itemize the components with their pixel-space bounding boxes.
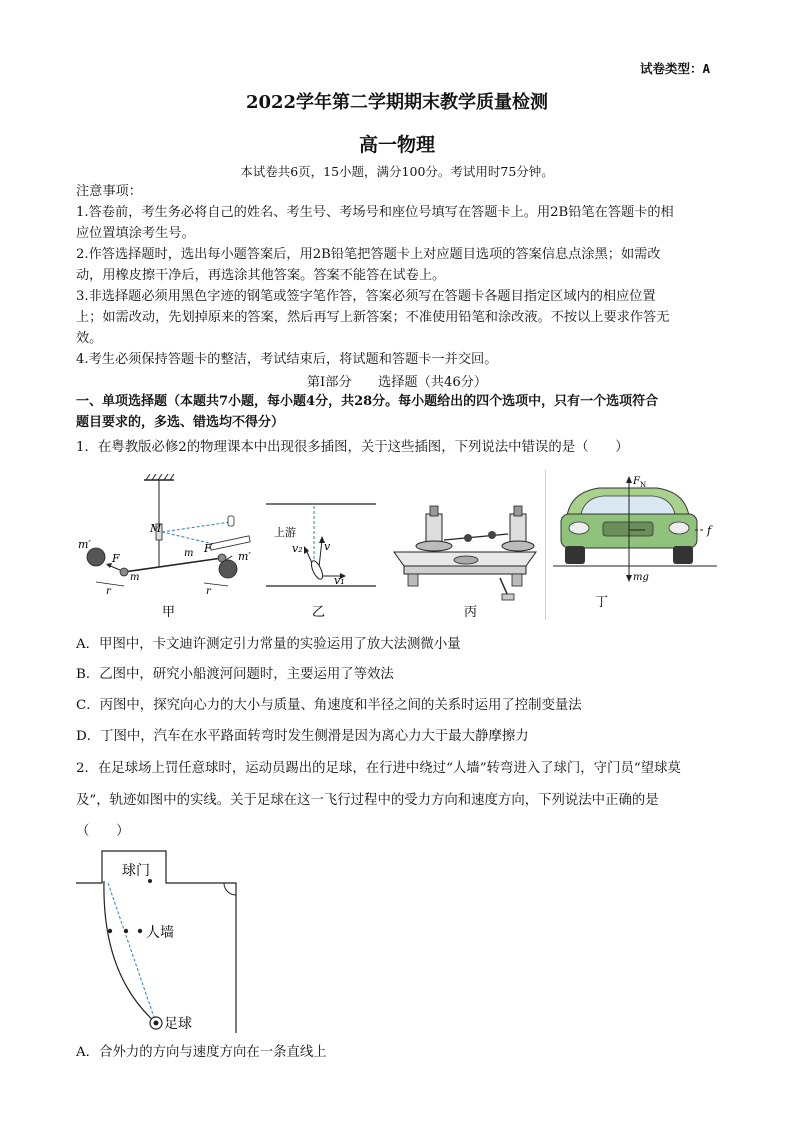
notice-line: 应位置填涂考生号。 (76, 226, 195, 241)
fig-yi-label-upstream: 上游 (274, 526, 296, 539)
fig-jia-label-M: M (150, 522, 162, 535)
fig-jia-label-F-right: F (204, 542, 212, 555)
fig-jia-label-r-left: r (106, 586, 111, 597)
q1-option-a: A．甲图中，卡文迪许测定引力常量的实验运用了放大法测微小量 (76, 637, 461, 652)
figure-label-bing: 丙 (464, 605, 478, 620)
fig-ding-label-FN: F (633, 476, 640, 487)
fig-yi-label-v2: v₂ (292, 542, 303, 555)
figure-yi-boat-crossing (262, 500, 380, 622)
figure-label-ding: 丁 (595, 595, 609, 610)
figure-jia-torsion-balance (76, 470, 260, 622)
q2-option-a: A．合外力的方向与速度方向在一条直线上 (76, 1045, 327, 1060)
q2-stem-line: （ ） (76, 824, 130, 839)
q1-option-c: C．丙图中，探究向心力的大小与质量、角速度和半径之间的关系时运用了控制变量法 (76, 698, 582, 713)
fig-label-wall: 人墙 (146, 925, 174, 941)
q2-stem-line: 2．在足球场上罚任意球时，运动员踢出的足球，在行进中绕过“人墙”转弯进入了球门，守门员“望球莫 (76, 761, 681, 776)
fig-jia-label-r-right: r (206, 586, 211, 597)
fig-yi-label-v: v (324, 540, 331, 553)
notice-line: 4.考生必须保持答题卡的整洁，考试结束后，将试题和答题卡一并交回。 (76, 352, 498, 367)
q1-option-b: B．乙图中，研究小船渡河问题时，主要运用了等效法 (76, 667, 394, 682)
section1-heading: 一、单项选择题（本题共7小题，每小题4分，共28分。每小题给出的四个选项中，只有一个选项符合 (76, 394, 659, 409)
fig-ding-label-FN-sub: N (640, 481, 647, 489)
notice-line: 动，用橡皮擦干净后，再选涂其他答案。答案不能答在试卷上。 (76, 268, 446, 283)
fig-yi-label-v1: v₁ (334, 574, 345, 587)
exam-intro: 本试卷共6页，15小题，满分100分。考试用时75分钟。 (240, 164, 554, 179)
figure-label-jia: 甲 (162, 605, 176, 620)
figure-label-yi: 乙 (312, 605, 326, 620)
fig-jia-label-m-prime-right: m′ (238, 550, 251, 563)
fig-jia-label-m-right: m (184, 548, 194, 559)
notice-line: 2.作答选择题时，选出每小题答案后，用2B铅笔把答题卡上对应题目选项的答案信息点涂黑；如需改 (76, 247, 661, 262)
fig-jia-label-m-prime-left: m′ (78, 538, 91, 551)
fig-ding-label-mg: mg (633, 572, 649, 583)
section1-heading-cont: 题目要求的，多选、错选均不得分） (76, 415, 285, 430)
figure-ding-car-turning (545, 470, 721, 620)
exam-title: 2022学年第二学期期末教学质量检测 (245, 92, 549, 113)
fig-ding-label-f: f (707, 524, 712, 537)
notice-heading: 注意事项： (76, 184, 142, 199)
fig-jia-label-m-left: m (130, 572, 140, 583)
notice-line: 3.非选择题必须用黑色字迹的钢笔或签字笔作答，答案必须写在答题卡各题目指定区域内的相应位置 (76, 289, 656, 304)
figure-free-kick (76, 845, 246, 1035)
subject-title: 高一物理 (358, 134, 435, 156)
notice-line: 上；如需改动，先划掉原来的答案，然后再写上新答案；不准使用铅笔和涂改液。不按以上要求作答无 (76, 310, 670, 325)
q1-stem: 1．在粤教版必修2的物理课本中出现很多插图，关于这些插图，下列说法中错误的是（ ） (76, 440, 629, 455)
figure-bing-centripetal-apparatus (388, 500, 544, 622)
exam-type-label: 试卷类型：A (640, 61, 711, 76)
fig-jia-label-F-left: F (112, 552, 120, 565)
fig-label-ball: 足球 (164, 1016, 192, 1032)
part1-heading: 第Ⅰ部分 选择题（共46分） (306, 375, 488, 390)
notice-line: 1.答卷前，考生务必将自己的姓名、考生号、考场号和座位号填写在答题卡上。用2B铅笔在答题卡的相 (76, 205, 674, 220)
q2-stem-line: 及”，轨迹如图中的实线。关于足球在这一飞行过程中的受力方向和速度方向，下列说法中正确的是 (76, 793, 659, 808)
fig-label-goal: 球门 (122, 863, 150, 879)
q1-option-d: D．丁图中，汽车在水平路面转弯时发生侧滑是因为离心力大于最大静摩擦力 (76, 729, 529, 744)
notice-line: 效。 (76, 331, 103, 346)
